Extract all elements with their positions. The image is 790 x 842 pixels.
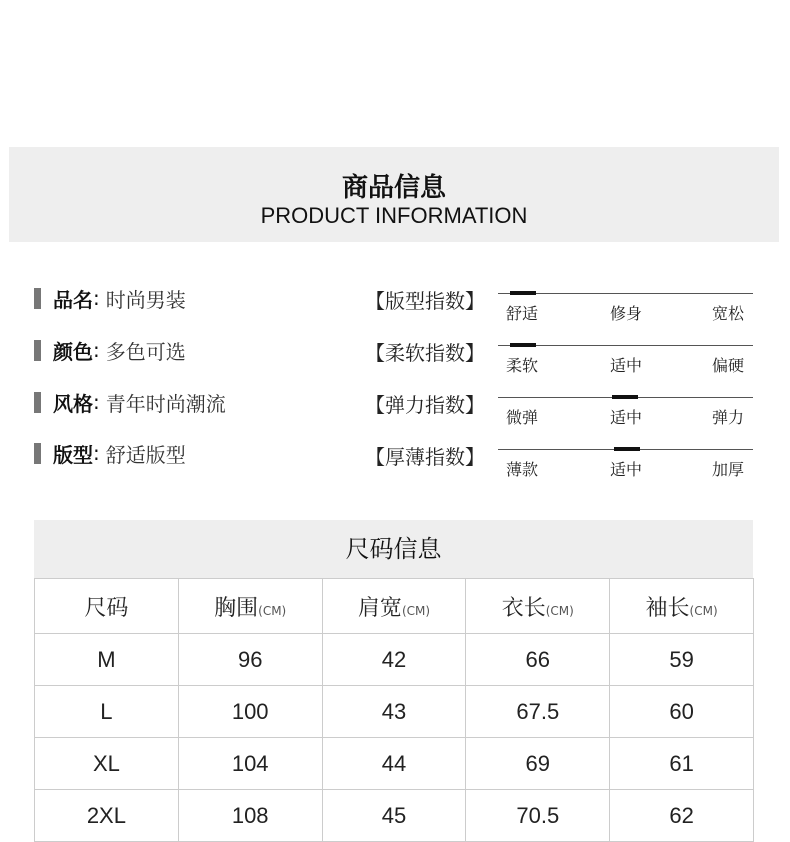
table-cell: 96 <box>178 634 322 686</box>
column-header-size <box>35 579 179 634</box>
table-cell: 44 <box>322 738 466 790</box>
index-label-elasticity: 【弹力指数】 <box>365 393 485 417</box>
index-option-mid: 适中 <box>610 356 643 375</box>
index-option-right: 弹力 <box>712 408 745 427</box>
index-label-fit: 【版型指数】 <box>365 289 485 313</box>
column-name: 肩宽 <box>357 595 402 621</box>
banner-title-en: PRODUCT INFORMATION <box>260 203 528 228</box>
index-option-mid: 适中 <box>610 460 643 479</box>
column-name: 尺码 <box>84 595 129 621</box>
bullet-bar-icon <box>34 288 41 309</box>
index-option-mid: 修身 <box>610 304 643 323</box>
attr-label: 品名 <box>53 287 93 312</box>
attr-label: 风格 <box>53 391 93 416</box>
table-cell: 42 <box>322 634 466 686</box>
table-row <box>35 790 754 842</box>
attr-row-color <box>34 338 186 362</box>
table-cell: 61 <box>610 738 754 790</box>
index-label-softness: 【柔软指数】 <box>365 341 485 365</box>
table-cell: 59 <box>610 634 754 686</box>
attr-row-style <box>34 390 226 414</box>
bullet-bar-icon <box>34 392 41 413</box>
column-name: 衣长 <box>501 595 546 621</box>
column-unit: (CM) <box>258 603 287 618</box>
table-cell: 104 <box>178 738 322 790</box>
index-scale-line <box>498 293 753 294</box>
column-name: 胸围 <box>214 595 259 621</box>
banner-title-cn: 商品信息 <box>341 173 446 203</box>
index-option-left: 柔软 <box>506 356 539 375</box>
size-table <box>34 578 754 842</box>
attr-colon: : <box>93 338 100 362</box>
attr-colon: : <box>93 441 100 465</box>
attr-value: 多色可选 <box>105 339 186 364</box>
table-cell: 2XL <box>35 790 179 842</box>
index-option-left: 薄款 <box>506 460 539 479</box>
index-scale-line <box>498 345 753 346</box>
table-cell: 66 <box>466 634 610 686</box>
index-option-left: 微弹 <box>506 408 539 427</box>
column-name: 袖长 <box>645 595 690 621</box>
table-cell: 62 <box>610 790 754 842</box>
column-header-sleeve <box>610 579 754 634</box>
attr-value: 时尚男装 <box>105 287 186 312</box>
index-option-right: 加厚 <box>712 460 745 479</box>
size-info-title: 尺码信息 <box>34 520 753 578</box>
index-marker-thickness <box>614 447 640 451</box>
attr-row-name <box>34 286 186 310</box>
index-marker-elasticity <box>612 395 638 399</box>
table-row <box>35 634 754 686</box>
attr-label: 颜色 <box>53 339 93 364</box>
table-cell: 108 <box>178 790 322 842</box>
product-info-banner <box>9 147 779 242</box>
attr-row-fit <box>34 441 186 465</box>
attr-value: 舒适版型 <box>105 442 186 467</box>
table-cell: L <box>35 686 179 738</box>
table-cell: 69 <box>466 738 610 790</box>
table-cell: 100 <box>178 686 322 738</box>
table-cell: M <box>35 634 179 686</box>
index-label-thickness: 【厚薄指数】 <box>365 445 485 469</box>
table-cell: 60 <box>610 686 754 738</box>
table-cell: 70.5 <box>466 790 610 842</box>
index-option-right: 宽松 <box>712 304 745 323</box>
table-cell: XL <box>35 738 179 790</box>
attr-colon: : <box>93 390 100 414</box>
column-header-length <box>466 579 610 634</box>
bullet-bar-icon <box>34 340 41 361</box>
index-option-mid: 适中 <box>610 408 643 427</box>
size-table-header-row <box>35 579 754 634</box>
column-unit: (CM) <box>545 603 574 618</box>
attr-label: 版型 <box>53 442 93 467</box>
table-row <box>35 738 754 790</box>
table-cell: 45 <box>322 790 466 842</box>
column-header-shoulder <box>322 579 466 634</box>
table-cell: 67.5 <box>466 686 610 738</box>
table-row <box>35 686 754 738</box>
column-unit: (CM) <box>401 603 431 618</box>
column-unit: (CM) <box>689 603 718 618</box>
column-header-chest <box>178 579 322 634</box>
attr-value: 青年时尚潮流 <box>105 391 226 416</box>
attr-colon: : <box>93 286 100 310</box>
table-cell: 43 <box>322 686 466 738</box>
index-option-left: 舒适 <box>506 304 539 323</box>
index-option-right: 偏硬 <box>712 356 745 375</box>
index-marker-fit <box>510 291 536 295</box>
bullet-bar-icon <box>34 443 41 464</box>
index-marker-softness <box>510 343 536 347</box>
